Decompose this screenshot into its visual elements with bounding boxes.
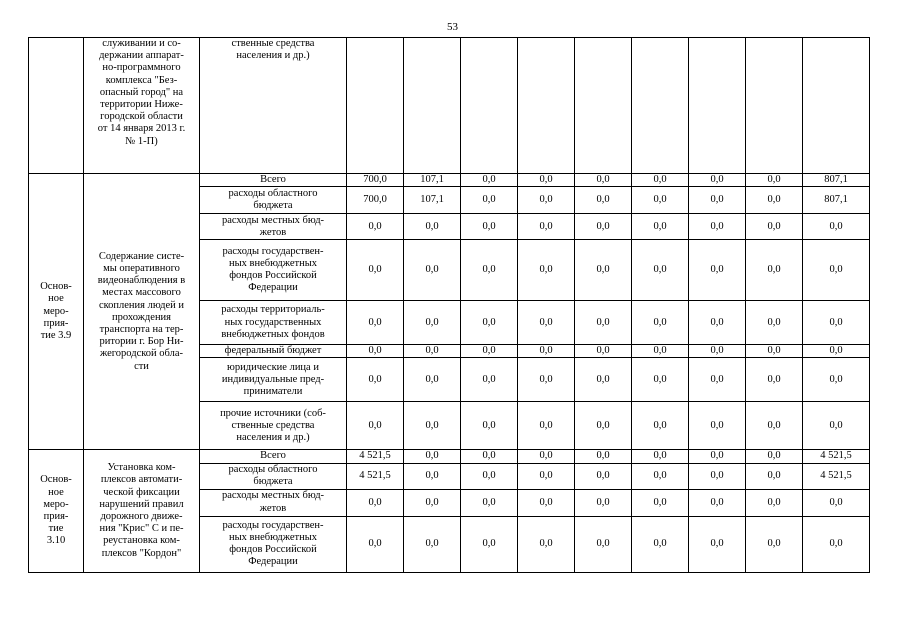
year-value: 0,0 [461,358,518,402]
cell-empty [575,38,632,174]
year-value: 0,0 [632,358,689,402]
year-value: 0,0 [404,463,461,489]
funding-source: федеральный бюджет [200,345,347,358]
year-value: 0,0 [404,345,461,358]
table-row [29,450,870,463]
funding-source: Всего [200,174,347,187]
year-value: 0,0 [347,402,404,450]
year-value: 0,0 [689,174,746,187]
budget-table [28,37,870,573]
cell-empty [689,38,746,174]
year-value: 0,0 [575,450,632,463]
year-value: 0,0 [518,345,575,358]
year-value: 0,0 [461,187,518,214]
funding-source: расходы государствен- ных внебюджетных фондов Российской Федерации [200,240,347,301]
year-value: 0,0 [461,463,518,489]
year-value: 0,0 [518,214,575,240]
year-value: 0,0 [404,489,461,516]
year-value: 0,0 [518,402,575,450]
year-value: 0,0 [518,187,575,214]
year-value: 0,0 [461,489,518,516]
continuation-source: ственные средства населения и др.) [200,38,347,174]
year-value: 0,0 [347,240,404,301]
year-value: 700,0 [347,174,404,187]
measure-description: Содержание систе- мы оперативного видеонаблюдения в местах массового скопления людей и прохождения транспорта на тер- ритории г. Бор Ни- жегородской обла- сти [84,174,200,450]
year-value: 0,0 [689,358,746,402]
page-number: 53 [447,21,458,33]
year-value: 0,0 [689,187,746,214]
year-value: 0,0 [632,187,689,214]
year-value: 0,0 [689,450,746,463]
year-value: 0,0 [404,402,461,450]
funding-source: расходы местных бюд- жетов [200,214,347,240]
year-value: 700,0 [347,187,404,214]
cell-empty [746,38,803,174]
year-value: 0,0 [518,358,575,402]
total-value: 0,0 [803,358,870,402]
year-value: 4 521,5 [347,450,404,463]
year-value: 0,0 [632,463,689,489]
funding-source: прочие источники (соб- ственные средства населения и др.) [200,402,347,450]
measure-name: Основ- ное меро- прия- тие 3.10 [29,450,84,572]
year-value: 0,0 [461,402,518,450]
year-value: 0,0 [689,463,746,489]
year-value: 0,0 [632,214,689,240]
total-value: 0,0 [803,402,870,450]
year-value: 0,0 [689,489,746,516]
year-value: 0,0 [632,345,689,358]
year-value: 0,0 [575,489,632,516]
year-value: 0,0 [575,301,632,345]
year-value: 0,0 [746,516,803,572]
year-value: 0,0 [518,174,575,187]
year-value: 0,0 [632,489,689,516]
funding-source: расходы областного бюджета [200,187,347,214]
year-value: 0,0 [746,489,803,516]
year-value: 0,0 [575,214,632,240]
year-value: 0,0 [347,489,404,516]
year-value: 0,0 [575,358,632,402]
year-value: 0,0 [746,174,803,187]
year-value: 0,0 [689,345,746,358]
year-value: 0,0 [518,516,575,572]
year-value: 0,0 [575,345,632,358]
year-value: 0,0 [461,214,518,240]
year-value: 0,0 [632,516,689,572]
total-value: 0,0 [803,301,870,345]
cell-empty [803,38,870,174]
total-value: 4 521,5 [803,450,870,463]
year-value: 0,0 [404,301,461,345]
year-value: 0,0 [575,402,632,450]
year-value: 0,0 [461,301,518,345]
table-row [29,174,870,187]
year-value: 0,0 [689,516,746,572]
year-value: 0,0 [575,516,632,572]
year-value: 0,0 [347,301,404,345]
year-value: 0,0 [689,214,746,240]
year-value: 0,0 [518,301,575,345]
measure-description: Установка ком- плексов автомати- ческой фиксации нарушений правил дорожного движе- ния "Крис" С и пе- реустановка ком- плексов "Кордон" [84,450,200,572]
year-value: 107,1 [404,187,461,214]
year-value: 0,0 [746,240,803,301]
year-value: 0,0 [404,214,461,240]
year-value: 0,0 [575,174,632,187]
year-value: 0,0 [518,450,575,463]
year-value: 0,0 [746,450,803,463]
year-value: 0,0 [632,450,689,463]
total-value: 0,0 [803,345,870,358]
year-value: 0,0 [461,174,518,187]
year-value: 0,0 [746,402,803,450]
total-value: 0,0 [803,489,870,516]
year-value: 0,0 [632,174,689,187]
measure-name: Основ- ное меро- прия- тие 3.9 [29,174,84,450]
year-value: 0,0 [632,402,689,450]
year-value: 0,0 [746,358,803,402]
cell-empty [518,38,575,174]
total-value: 807,1 [803,174,870,187]
year-value: 0,0 [347,358,404,402]
year-value: 0,0 [404,358,461,402]
year-value: 0,0 [746,301,803,345]
year-value: 0,0 [575,240,632,301]
year-value: 0,0 [347,214,404,240]
cell-empty [404,38,461,174]
year-value: 0,0 [746,345,803,358]
year-value: 0,0 [746,463,803,489]
year-value: 0,0 [347,516,404,572]
year-value: 0,0 [518,240,575,301]
funding-source: Всего [200,450,347,463]
year-value: 0,0 [746,214,803,240]
year-value: 0,0 [518,463,575,489]
table-row-continuation [29,38,870,174]
year-value: 0,0 [518,489,575,516]
total-value: 807,1 [803,187,870,214]
cell-empty [461,38,518,174]
funding-source: расходы государствен- ных внебюджетных фондов Российской Федерации [200,516,347,572]
year-value: 0,0 [404,516,461,572]
total-value: 4 521,5 [803,463,870,489]
table-body [29,38,870,573]
year-value: 0,0 [632,240,689,301]
year-value: 0,0 [689,301,746,345]
year-value: 0,0 [461,240,518,301]
year-value: 107,1 [404,174,461,187]
year-value: 0,0 [689,402,746,450]
funding-source: юридические лица и индивидуальные пред- приниматели [200,358,347,402]
year-value: 0,0 [404,240,461,301]
year-value: 0,0 [461,345,518,358]
funding-source: расходы местных бюд- жетов [200,489,347,516]
total-value: 0,0 [803,516,870,572]
year-value: 4 521,5 [347,463,404,489]
year-value: 0,0 [575,463,632,489]
year-value: 0,0 [461,450,518,463]
total-value: 0,0 [803,240,870,301]
year-value: 0,0 [689,240,746,301]
year-value: 0,0 [746,187,803,214]
year-value: 0,0 [461,516,518,572]
year-value: 0,0 [632,301,689,345]
cell-empty [347,38,404,174]
cell-empty [632,38,689,174]
cell-empty [29,38,84,174]
year-value: 0,0 [404,450,461,463]
total-value: 0,0 [803,214,870,240]
year-value: 0,0 [347,345,404,358]
funding-source: расходы областного бюджета [200,463,347,489]
year-value: 0,0 [575,187,632,214]
funding-source: расходы территориаль- ных государственных внебюджетных фондов [200,301,347,345]
continuation-description: служивании и со- держании аппарат- но-программного комплекса "Без- опасный город" на территории Ниже- городской области от 14 января 2013 г. № 1-П) [84,38,200,174]
